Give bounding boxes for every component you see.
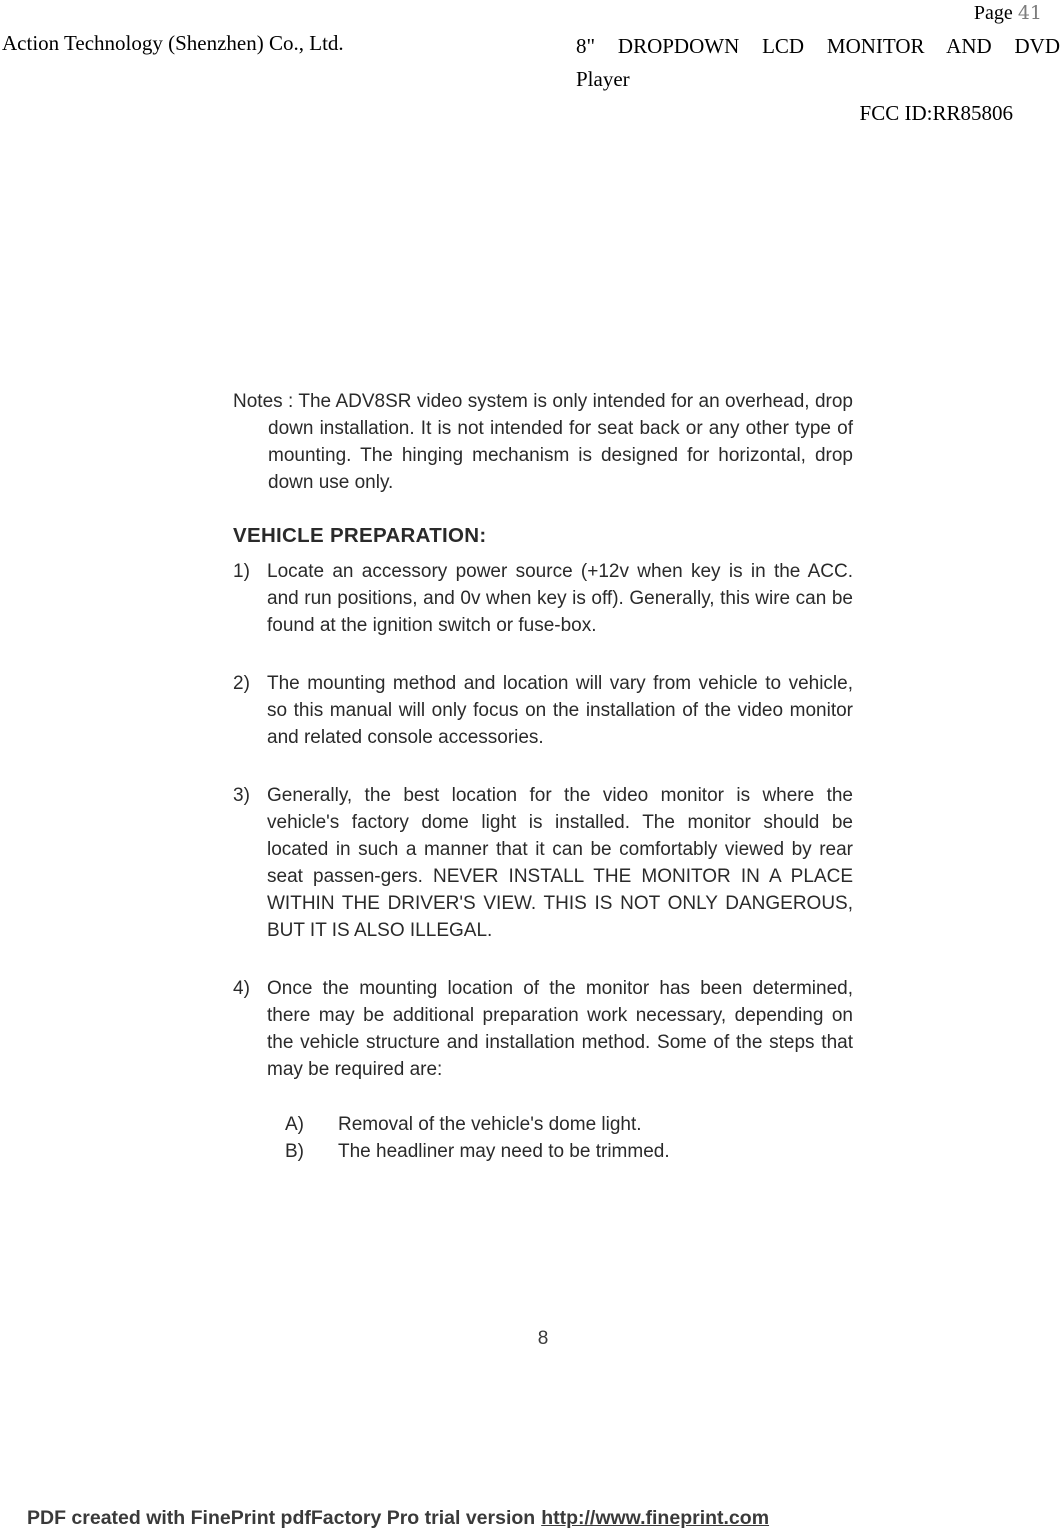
notes-paragraph bbox=[233, 388, 853, 496]
sub-item-text: The headliner may need to be trimmed. bbox=[338, 1141, 670, 1162]
item-number: 4) bbox=[233, 978, 250, 999]
product-title-line2: Player bbox=[576, 67, 630, 91]
sub-list-item-a bbox=[285, 1111, 853, 1138]
pdf-footer-text: PDF created with FinePrint pdfFactory Pro trial version bbox=[27, 1507, 536, 1529]
section-title: VEHICLE PREPARATION: bbox=[233, 524, 487, 547]
list-item-4 bbox=[233, 975, 853, 1083]
pdf-creator-footer bbox=[27, 1507, 769, 1530]
item-text: Locate an accessory power source (+12v when key is in the ACC. and run positions, and 0v when key is off). Generally, this wire can be found at the ignition switch or fuse-box. bbox=[267, 561, 853, 636]
sub-list-item-b bbox=[285, 1138, 853, 1165]
sub-item-letter: B) bbox=[285, 1141, 304, 1162]
page-label: Page bbox=[973, 2, 1013, 24]
fineprint-link[interactable]: http://www.fineprint.com bbox=[541, 1507, 770, 1529]
item-number: 1) bbox=[233, 561, 250, 582]
item-number: 2) bbox=[233, 673, 250, 694]
item-number: 3) bbox=[233, 785, 250, 806]
product-title-line1: 8" DROPDOWN LCD MONITOR AND DVD bbox=[576, 34, 1060, 58]
sub-item-letter: A) bbox=[285, 1114, 304, 1135]
product-title-block bbox=[576, 30, 1062, 130]
scanned-manual-content bbox=[233, 388, 853, 1352]
scan-page-number: 8 bbox=[537, 1328, 549, 1349]
page-indicator bbox=[974, 2, 1042, 25]
notes-label: Notes : bbox=[233, 391, 299, 412]
sub-item-text: Removal of the vehicle's dome light. bbox=[338, 1114, 642, 1135]
list-item-1 bbox=[233, 558, 853, 639]
list-item-2 bbox=[233, 670, 853, 751]
page-number: 41 bbox=[1017, 2, 1042, 24]
item-text: Once the mounting location of the monitor has been determined, there may be additional preparation work necessary, depending on the vehicle structure and installation method. Some of the steps that may be required are: bbox=[267, 978, 853, 1080]
fcc-id: FCC ID:RR85806 bbox=[859, 101, 1013, 125]
item-text: Generally, the best location for the video monitor is where the vehicle's factory dome light is installed. The monitor should be located in such a manner that it can be comfortably viewed by rear seat passen-gers. NEVER INSTALL THE MONITOR IN A PLACE WITHIN THE DRIVER'S VIEW. THIS IS NOT ONLY DANGEROUS, BUT IT IS ALSO ILLEGAL. bbox=[267, 785, 853, 941]
item-text: The mounting method and location will vary from vehicle to vehicle, so this manual will only focus on the installation of the video monitor and related console accessories. bbox=[267, 673, 853, 748]
list-item-3 bbox=[233, 782, 853, 944]
document-header bbox=[2, 30, 1062, 130]
notes-text: The ADV8SR video system is only intended for an overhead, drop down installation. It is not intended for seat back or any other type of mounting. The hinging mechanism is designed for horizontal, drop down use only. bbox=[268, 391, 853, 493]
company-name: Action Technology (Shenzhen) Co., Ltd. bbox=[2, 31, 344, 55]
